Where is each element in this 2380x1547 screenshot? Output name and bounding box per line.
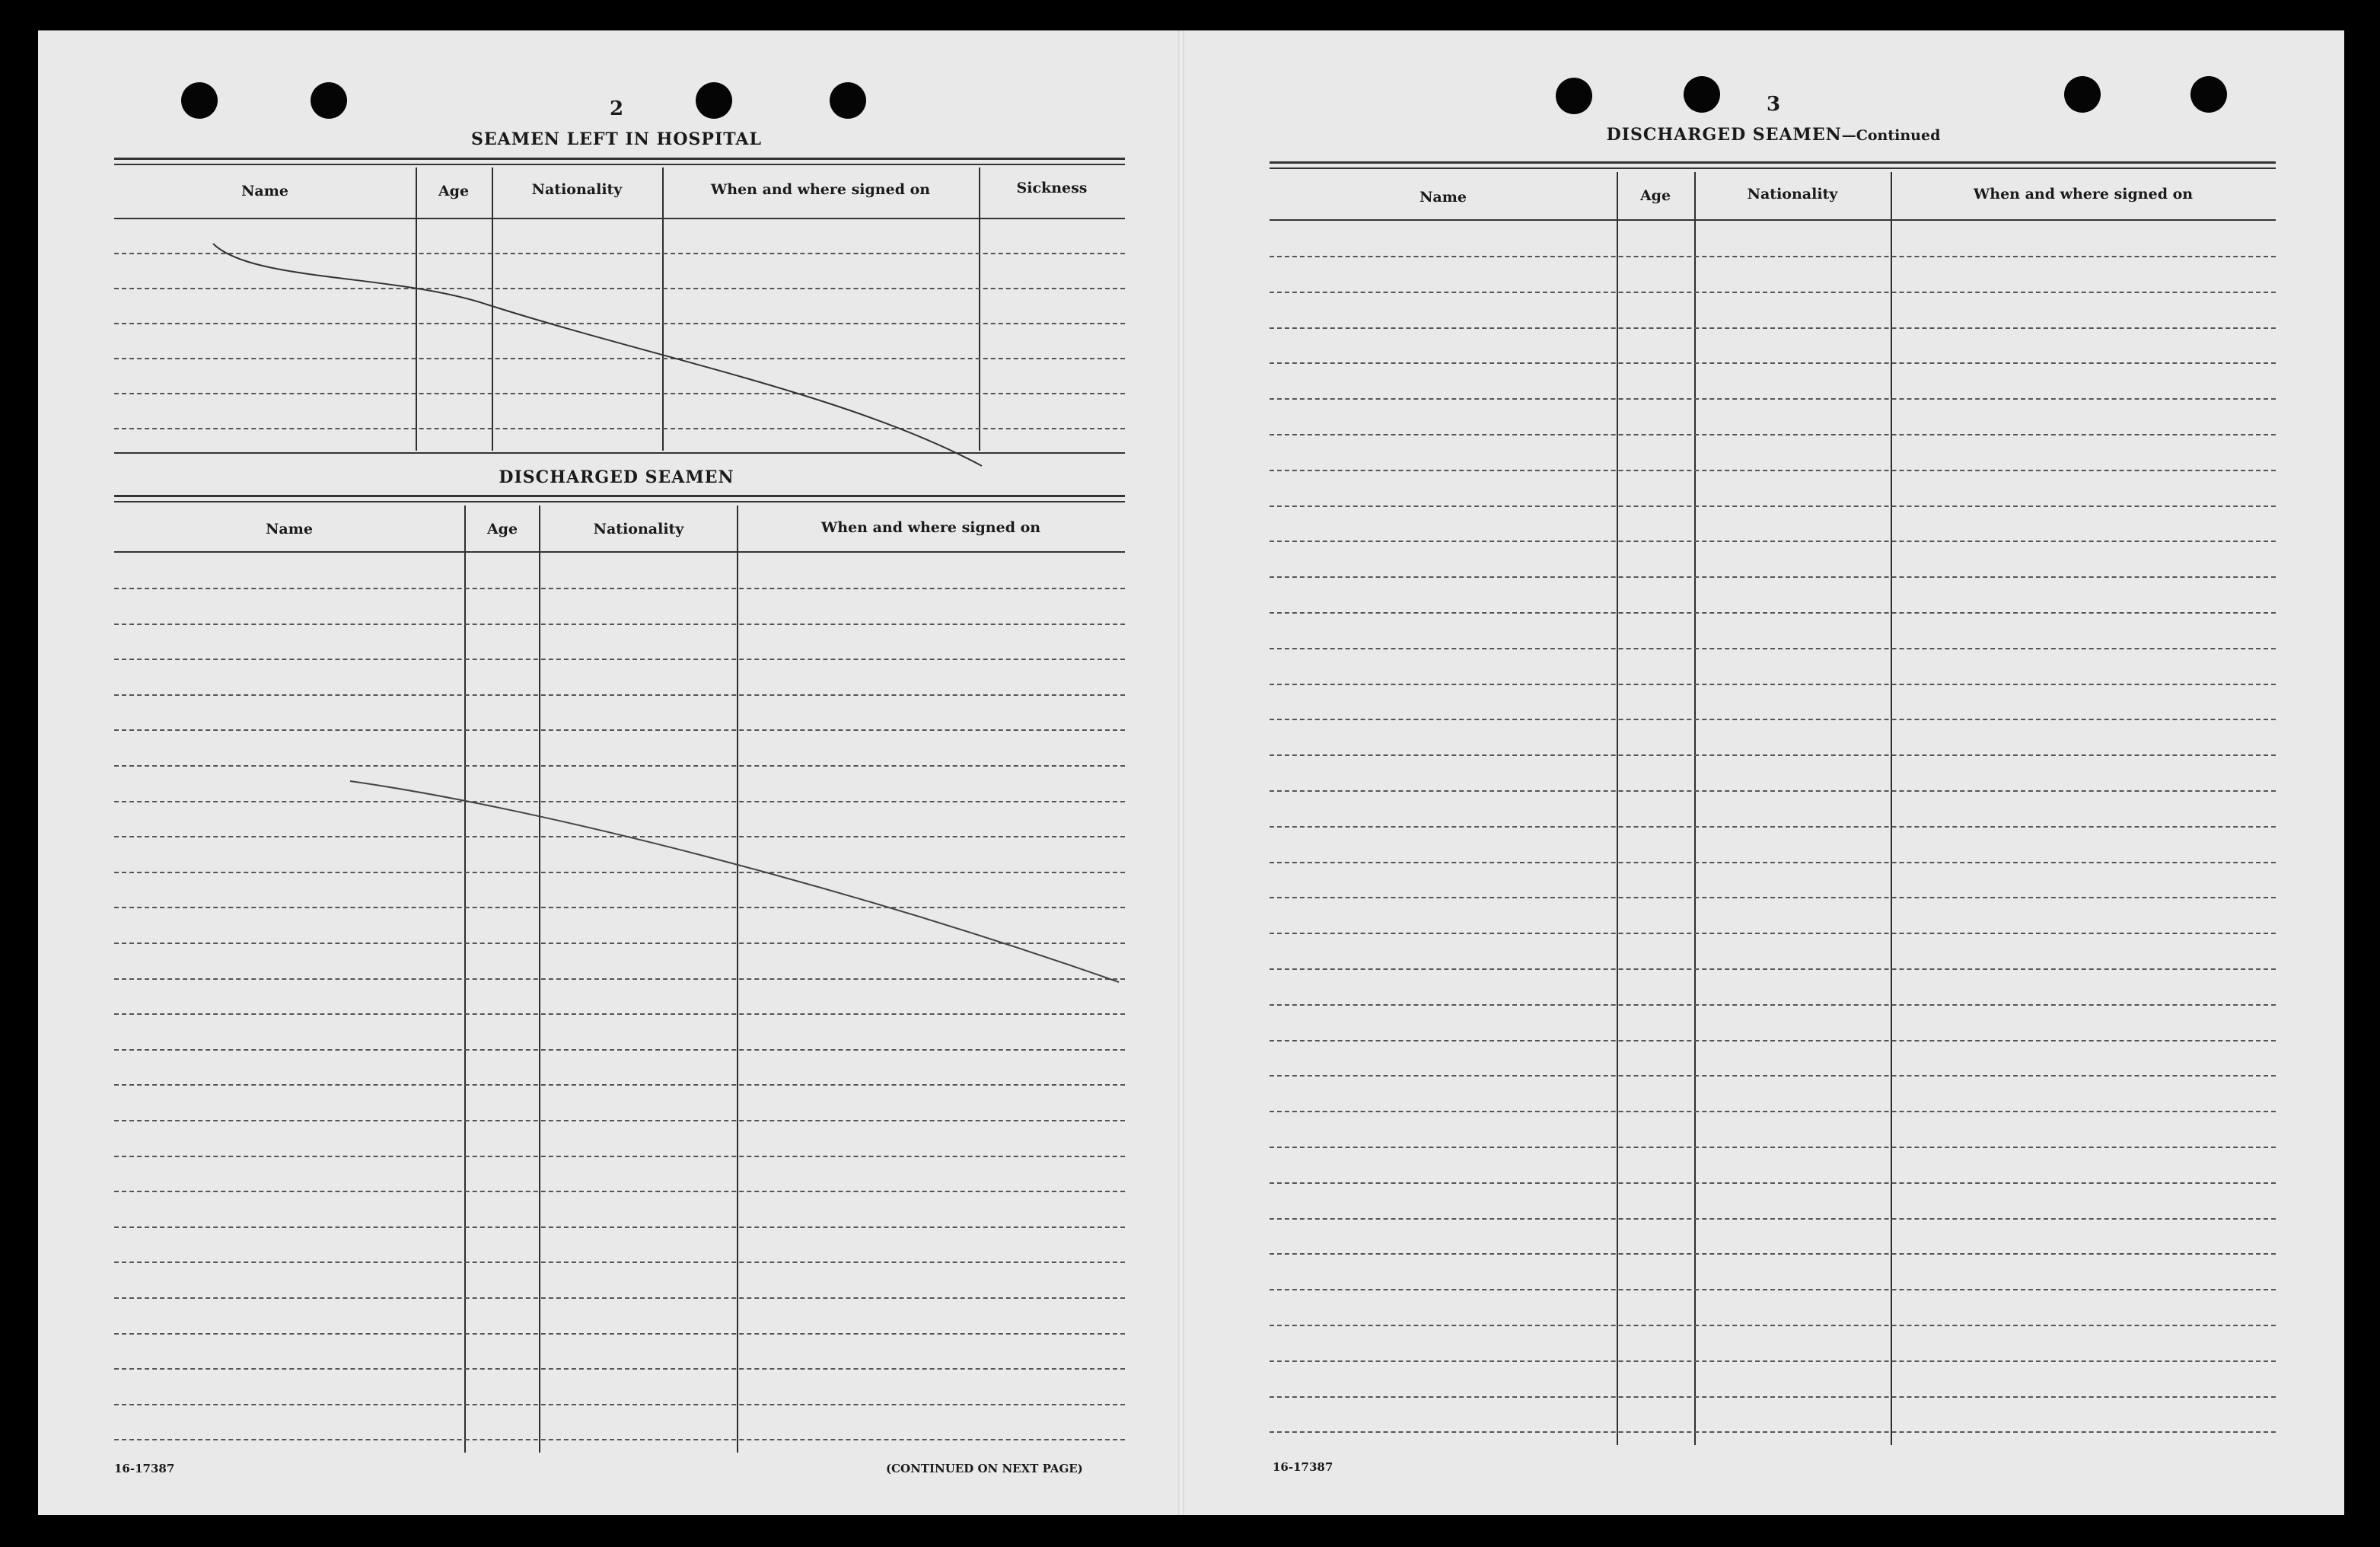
column-header-name: Name (1419, 189, 1467, 206)
form-number: 16-17387 (1273, 1460, 1333, 1474)
column-header-nationality: Nationality (1747, 186, 1838, 203)
column-header-signed-on: When and where signed on (820, 519, 1041, 536)
column-header-nationality: Nationality (531, 181, 623, 198)
page-number: 3 (1766, 93, 1781, 116)
column-header-nationality: Nationality (593, 521, 684, 537)
column-header-age: Age (438, 183, 470, 199)
hospital-section-title: SEAMEN LEFT IN HOSPITAL (471, 129, 762, 149)
discharged-continued-title-main: DISCHARGED SEAMEN (1606, 125, 1842, 145)
discharged-continued-title-suffix: —Continued (1841, 127, 1941, 144)
column-header-signed-on: When and where signed on (710, 181, 931, 198)
strike-line-hospital (213, 244, 982, 466)
column-header-signed-on: When and where signed on (1973, 186, 2194, 203)
column-header-age: Age (1639, 187, 1671, 204)
form-number: 16-17387 (114, 1462, 175, 1475)
continued-note: (CONTINUED ON NEXT PAGE) (886, 1462, 1083, 1475)
strike-line-discharged (350, 781, 1119, 982)
column-header-sickness: Sickness (1016, 180, 1088, 196)
column-header-name: Name (266, 521, 313, 537)
column-header-age: Age (486, 521, 518, 537)
page-number: 2 (609, 97, 624, 120)
column-header-name: Name (241, 183, 288, 199)
discharged-section-title: DISCHARGED SEAMEN (499, 467, 734, 487)
